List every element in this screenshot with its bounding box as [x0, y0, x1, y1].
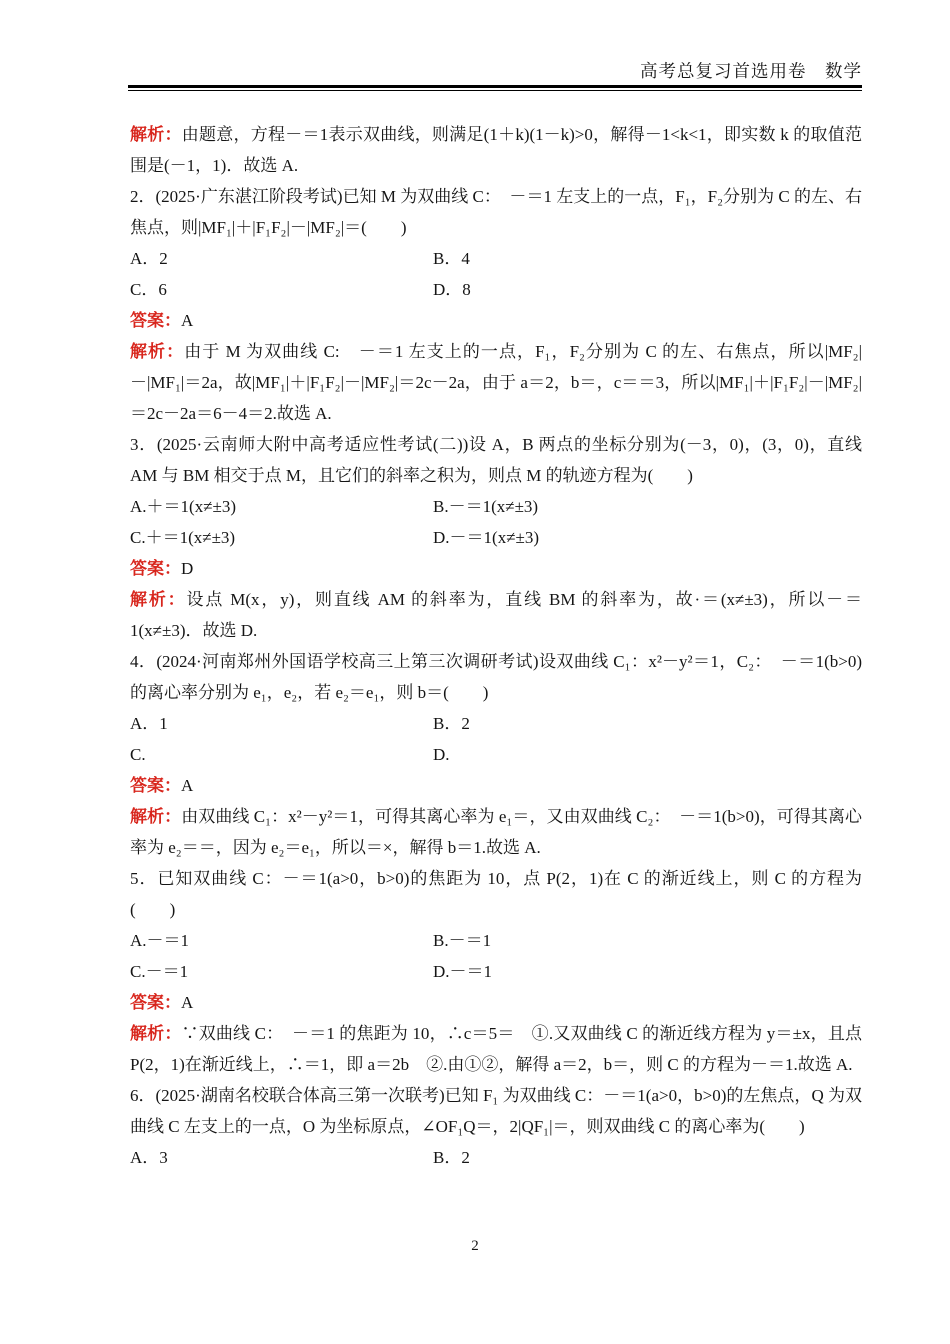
option-q2-c: C．6 — [130, 280, 167, 299]
answer-q2 — [130, 305, 862, 336]
option-q6-a: A．3 — [130, 1148, 168, 1167]
question-6: 6．(2025·湖南名校联合体高三第一次联考)已知 F₁ 为双曲线 C：－＝1(a>0，b>0)的左焦点，Q 为双曲线 C 左支上的一点，O 为坐标原点，∠OF₁Q＝，2|QF₁|＝，则双曲线 C 的离心率为( ) — [130, 1086, 862, 1136]
options-q3 — [130, 491, 862, 553]
question-3: 3．(2025·云南师大附中高考适应性考试(二))设 A，B 两点的坐标分别为(－3，0)，(3，0)，直线 AM 与 BM 相交于点 M，且它们的斜率之积为，则点 M 的轨迹方程为( ) — [130, 435, 862, 485]
question-4: 4．(2024·河南郑州外国语学校高三上第三次调研考试)设双曲线 C₁：x²－y²＝1，C₂： －＝1(b>0)的离心率分别为 e₁，e₂，若 e₂＝e₁，则 b＝( ) — [130, 652, 862, 702]
option-q5-b: B.－＝1 — [433, 931, 492, 950]
option-q4-c: C. — [130, 745, 146, 764]
answer-value: D — [181, 559, 194, 578]
option-q5-a: A.－＝1 — [130, 931, 190, 950]
option-q4-b: B．2 — [433, 714, 470, 733]
answer-label: 答案： — [130, 311, 181, 330]
solution-q3 — [130, 584, 862, 646]
header-title: 高考总复习首选用卷 数学 — [640, 61, 862, 81]
option-q5-c: C.－＝1 — [130, 962, 189, 981]
option-q3-a: A.＋＝1(x≠±3) — [130, 497, 237, 516]
question-2: 2．(2025·广东湛江阶段考试)已知 M 为双曲线 C： －＝1 左支上的一点，F₁，F₂分别为 C 的左、右焦点，则|MF₁|＋|F₁F₂|－|MF₂|＝( ) — [130, 187, 862, 237]
options-q2 — [130, 243, 862, 305]
option-q4-d: D. — [433, 745, 450, 764]
option-q5-d: D.－＝1 — [433, 962, 493, 981]
option-q3-b: B.－＝1(x≠±3) — [433, 497, 539, 516]
solution-label: 解析： — [130, 807, 182, 826]
answer-q5 — [130, 987, 862, 1018]
page-number: 2 — [471, 1238, 479, 1254]
solution-label: 解析： — [130, 125, 182, 144]
options-q4 — [130, 708, 862, 770]
option-q2-a: A．2 — [130, 249, 168, 268]
solution-text: 由题意，方程－＝1表示双曲线，则满足(1＋k)(1－k)>0，解得－1<k<1，即实数 k 的取值范围是(－1，1)．故选 A. — [130, 125, 863, 175]
header-rule-thick — [128, 85, 862, 88]
solution-q1 — [130, 119, 862, 181]
option-q2-b: B．4 — [433, 249, 470, 268]
answer-value: A — [181, 311, 194, 330]
solution-q4 — [130, 801, 862, 863]
solution-label: 解析： — [130, 590, 187, 609]
solution-text: 由双曲线 C₁：x²－y²＝1，可得其离心率为 e₁＝，又由双曲线 C₂： －＝1(b>0)，可得其离心率为 e₂＝＝，因为 e₂＝e₁，所以＝×，解得 b＝1.故选 A. — [130, 807, 863, 857]
answer-label: 答案： — [130, 776, 181, 795]
question-5: 5．已知双曲线 C：－＝1(a>0，b>0)的焦距为 10，点 P(2，1)在 C 的渐近线上，则 C 的方程为( ) — [130, 869, 862, 919]
header-rule — [128, 85, 862, 91]
solution-text: 由于 M 为双曲线 C: －＝1 左支上的一点，F₁，F₂分别为 C 的左、右焦点，所以|MF₂|－|MF₁|＝2a，故|MF₁|＋|F₁F₂|－|MF₂|＝2c－2a，由于 a＝2，b＝，c＝＝3，所以|MF₁|＋|F₁F₂|－|MF₂|＝2c－2a＝6－4＝2.故选 A. — [130, 342, 862, 423]
options-q6 — [130, 1142, 862, 1173]
solution-label: 解析： — [130, 1024, 182, 1043]
option-q3-d: D.－＝1(x≠±3) — [433, 528, 540, 547]
document-body — [130, 119, 862, 1173]
solution-text: 设点 M(x，y)，则直线 AM 的斜率为，直线 BM 的斜率为，故·＝(x≠±3)，所以－＝1(x≠±3)．故选 D. — [130, 590, 862, 640]
solution-q5 — [130, 1018, 862, 1080]
option-q6-b: B．2 — [433, 1148, 470, 1167]
answer-q3 — [130, 553, 862, 584]
header-rule-thin — [128, 90, 862, 91]
solution-label: 解析： — [130, 342, 185, 361]
answer-value: A — [181, 776, 194, 795]
solution-q2 — [130, 336, 862, 429]
option-q4-a: A．1 — [130, 714, 168, 733]
answer-label: 答案： — [130, 993, 181, 1012]
answer-label: 答案： — [130, 559, 181, 578]
answer-q4 — [130, 770, 862, 801]
answer-value: A — [181, 993, 194, 1012]
option-q3-c: C.＋＝1(x≠±3) — [130, 528, 236, 547]
solution-text: ∵双曲线 C： －＝1 的焦距为 10，∴c＝5＝ ①.又双曲线 C 的渐近线方程为 y＝±x，且点 P(2，1)在渐近线上，∴＝1，即 a＝2b ②.由①②，解得 a＝2，b＝，则 C 的方程为－＝1.故选 A. — [130, 1024, 862, 1074]
option-q2-d: D．8 — [433, 280, 471, 299]
options-q5 — [130, 925, 862, 987]
